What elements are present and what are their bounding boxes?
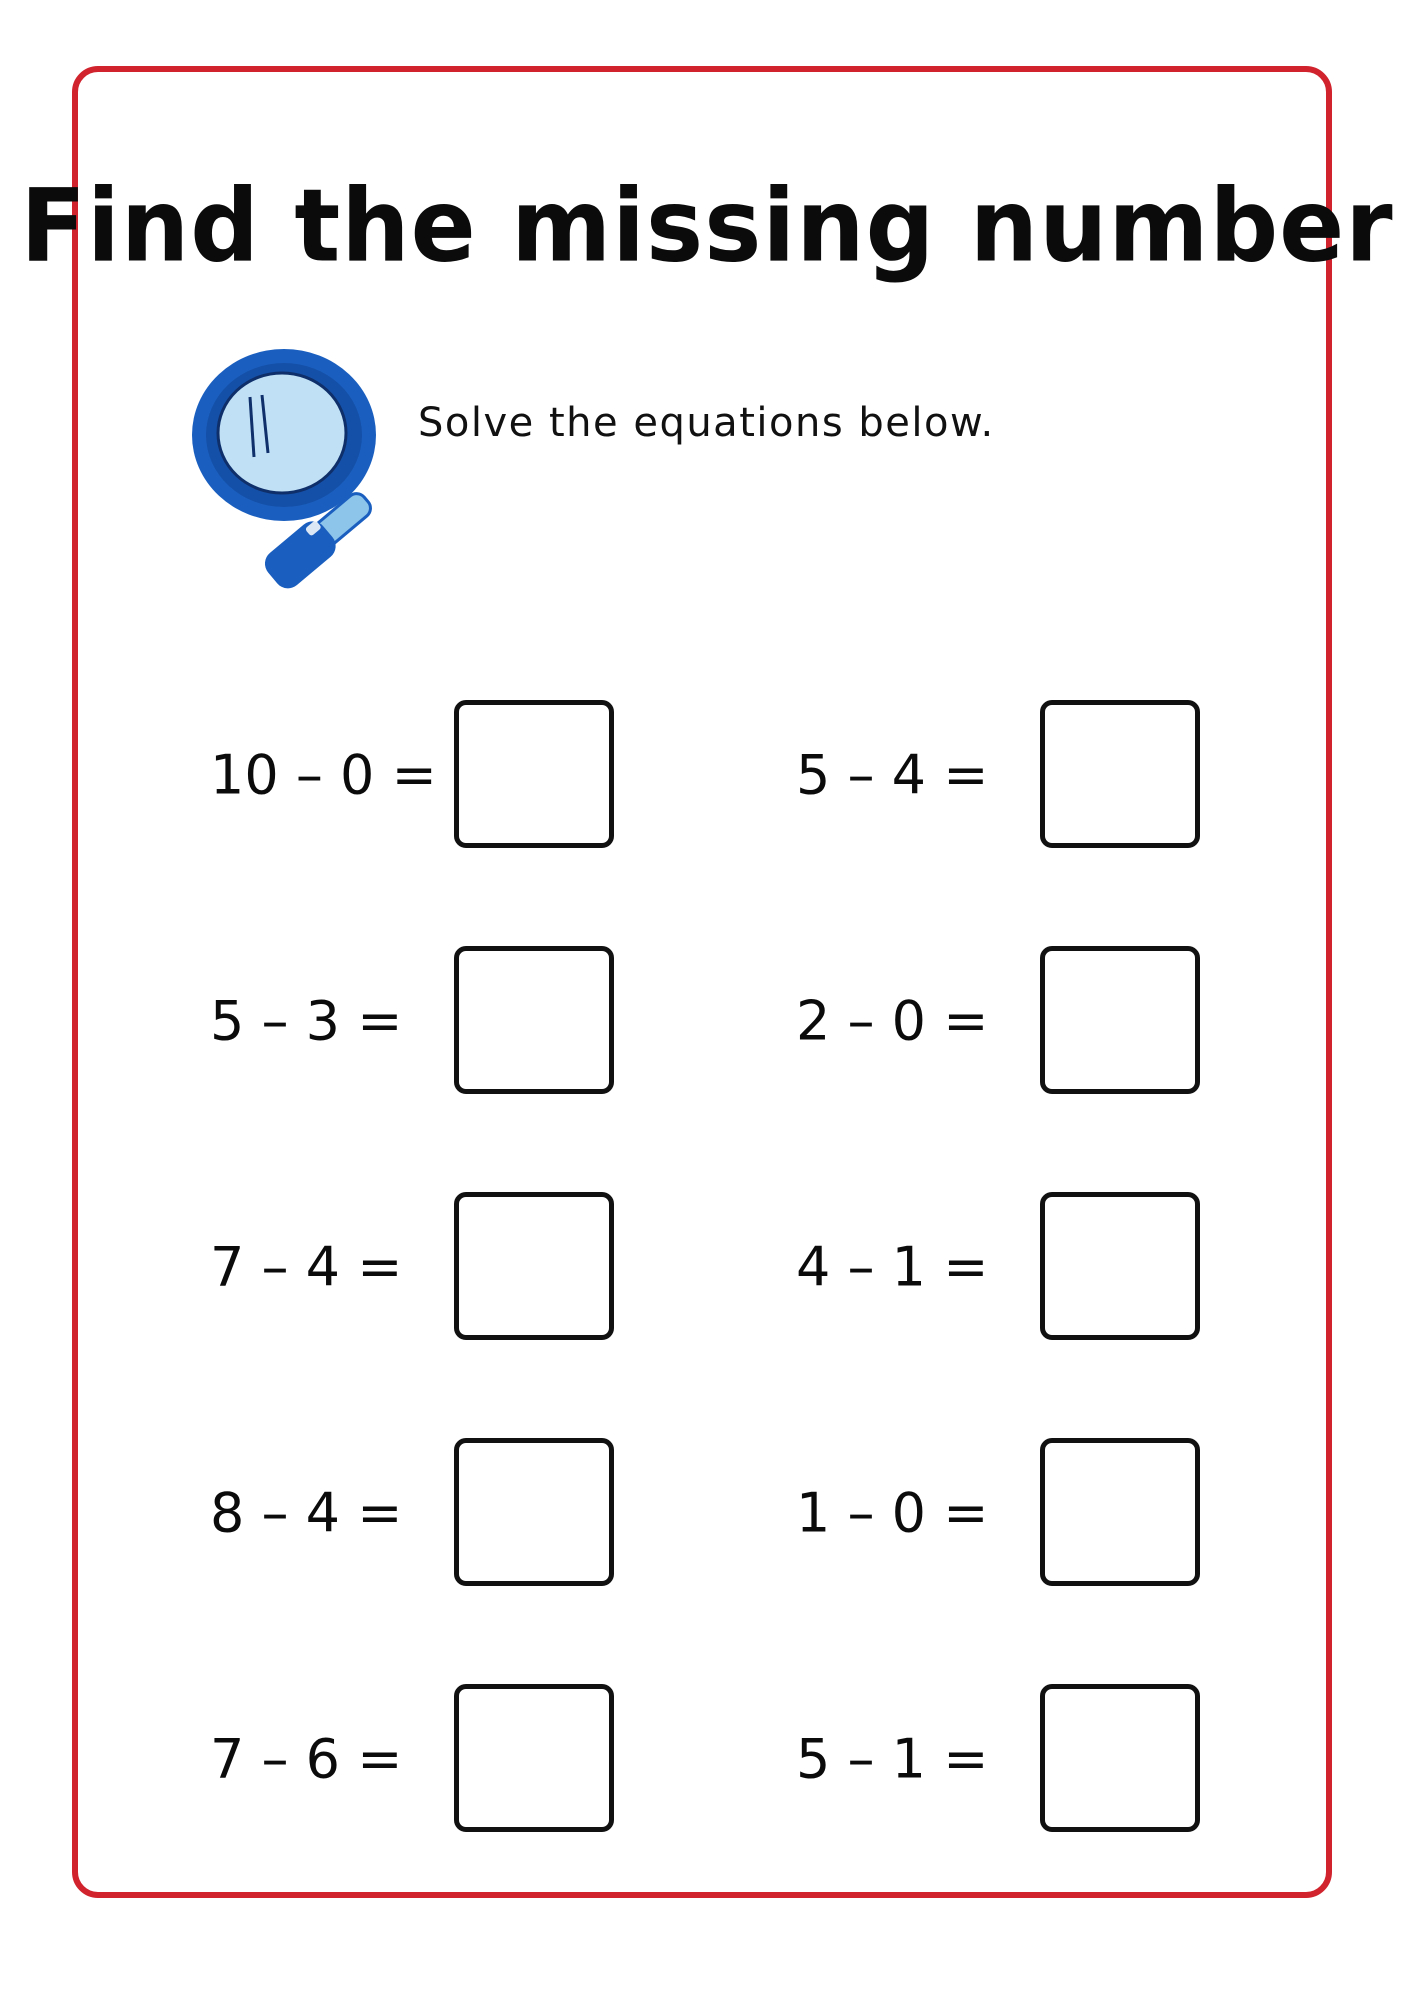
equation-text: 5 – 3 = bbox=[210, 989, 403, 1053]
equation-row bbox=[796, 946, 1216, 1096]
answer-box[interactable] bbox=[1040, 946, 1200, 1094]
equation-row bbox=[210, 1438, 630, 1588]
answer-box[interactable] bbox=[454, 1684, 614, 1832]
answer-box[interactable] bbox=[454, 1192, 614, 1340]
answer-box[interactable] bbox=[1040, 1438, 1200, 1586]
answer-box[interactable] bbox=[1040, 1684, 1200, 1832]
equation-text: 5 – 4 = bbox=[796, 743, 989, 807]
answer-box[interactable] bbox=[454, 700, 614, 848]
equation-row bbox=[210, 1192, 630, 1342]
equation-text: 10 – 0 = bbox=[210, 743, 437, 807]
page-title: Find the missing number bbox=[20, 167, 1394, 285]
equation-row bbox=[210, 946, 630, 1096]
equation-row bbox=[796, 1192, 1216, 1342]
equation-text: 7 – 6 = bbox=[210, 1727, 403, 1791]
equation-row bbox=[796, 1684, 1216, 1834]
magnifying-glass-icon bbox=[178, 335, 438, 615]
equation-row bbox=[796, 1438, 1216, 1588]
equation-text: 1 – 0 = bbox=[796, 1481, 989, 1545]
equation-row bbox=[210, 700, 630, 850]
equation-text: 2 – 0 = bbox=[796, 989, 989, 1053]
answer-box[interactable] bbox=[454, 946, 614, 1094]
answer-box[interactable] bbox=[454, 1438, 614, 1586]
instructions-text: Solve the equations below. bbox=[418, 400, 995, 446]
answer-box[interactable] bbox=[1040, 700, 1200, 848]
equation-text: 7 – 4 = bbox=[210, 1235, 403, 1299]
equation-text: 8 – 4 = bbox=[210, 1481, 403, 1545]
equation-text: 4 – 1 = bbox=[796, 1235, 989, 1299]
equation-text: 5 – 1 = bbox=[796, 1727, 989, 1791]
equation-row bbox=[210, 1684, 630, 1834]
answer-box[interactable] bbox=[1040, 1192, 1200, 1340]
equation-row bbox=[796, 700, 1216, 850]
